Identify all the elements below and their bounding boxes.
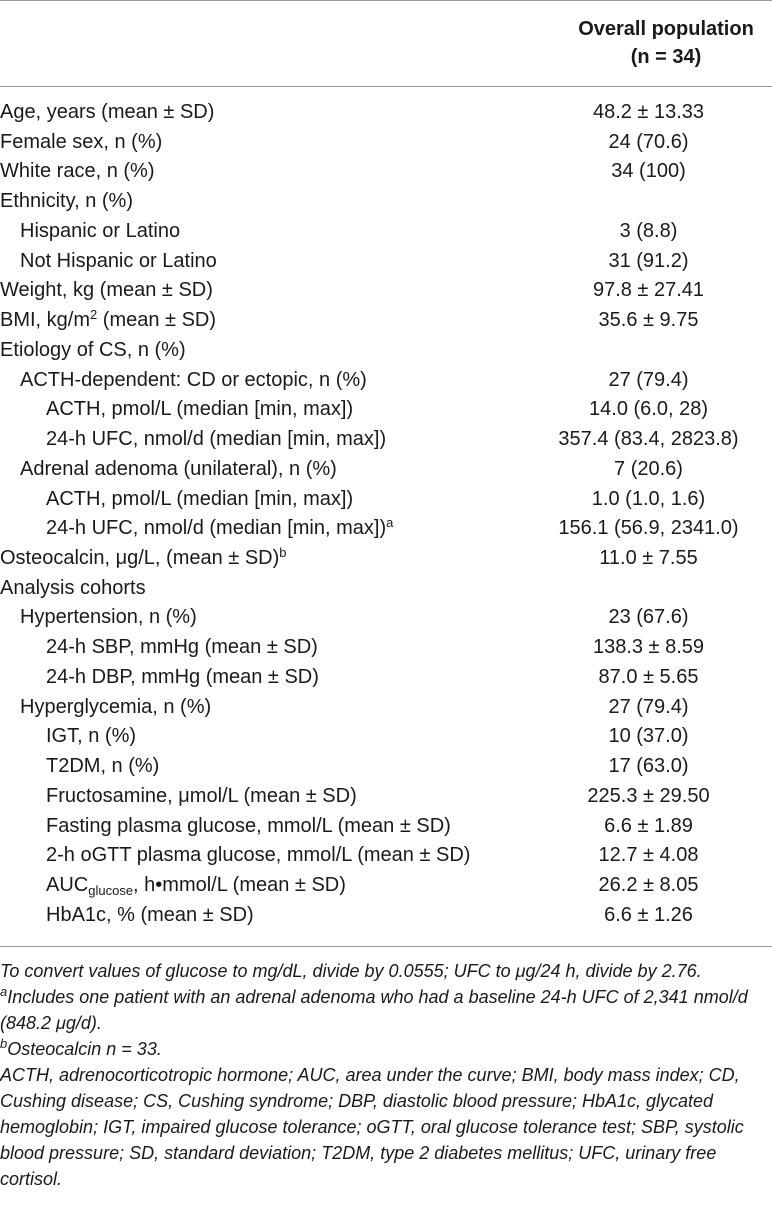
row-label-text: Osteocalcin, μg/L, (mean ± SD) <box>0 547 280 570</box>
footnote-a <box>0 984 772 1036</box>
row-label-text: 24-h UFC, nmol/d (median [min, max]) <box>46 517 387 540</box>
row-label: Weight, kg (mean ± SD) <box>0 279 213 302</box>
table-row <box>0 484 772 514</box>
table-row <box>0 721 772 751</box>
table-row <box>0 811 772 841</box>
row-value: 6.6 ± 1.26 <box>604 903 693 926</box>
table-row <box>0 156 772 186</box>
table-footnotes <box>0 958 772 1192</box>
table-row <box>0 632 772 662</box>
row-label <box>46 513 393 543</box>
table-row <box>0 394 772 424</box>
column-header-line1: Overall population <box>578 18 754 40</box>
row-value: 225.3 ± 29.50 <box>587 784 710 807</box>
row-value: 12.7 ± 4.08 <box>598 844 699 867</box>
table-row <box>0 602 772 632</box>
row-label <box>0 305 216 335</box>
table-bottom-rule <box>0 946 772 947</box>
row-value: 31 (91.2) <box>608 249 689 272</box>
row-label: ACTH, pmol/L (median [min, max]) <box>46 487 354 510</box>
table-row <box>0 513 772 543</box>
row-value: 1.0 (1.0, 1.6) <box>591 487 706 510</box>
row-label: ACTH, pmol/L (median [min, max]) <box>46 398 354 421</box>
header-rule <box>0 86 772 87</box>
row-value: 35.6 ± 9.75 <box>598 309 699 332</box>
table-row <box>0 365 772 395</box>
row-label-text: , h•mmol/L (mean ± SD) <box>133 874 346 897</box>
footnote-abbreviations: ACTH, adrenocorticotropic hormone; AUC, area under the curve; BMI, body mass index; CD, Cushing disease; CS, Cushing syndrome; DBP, diastolic blood pressure; HbA1c, glycated hemoglobin; IGT, impaired glucose tolerance; oGTT, oral glucose tolerance test; SBP, systolic blood pressure; SD, standard deviation; T2DM, type 2 diabetes mellitus; UFC, urinary free cortisol. <box>0 1065 744 1189</box>
row-value: 27 (79.4) <box>608 695 689 718</box>
row-value: 10 (37.0) <box>608 725 689 748</box>
footnote-conversion: To convert values of glucose to mg/dL, divide by 0.0555; UFC to μg/24 h, divide by 2.76. <box>0 961 702 981</box>
row-label: Fasting plasma glucose, mmol/L (mean ± SD) <box>46 814 451 837</box>
row-label-text: BMI, kg/m <box>0 309 91 332</box>
row-label: IGT, n (%) <box>46 725 137 748</box>
row-value: 27 (79.4) <box>608 368 689 391</box>
footnote-b <box>0 1036 772 1062</box>
row-value: 48.2 ± 13.33 <box>592 101 705 123</box>
footnote-text: Includes one patient with an adrenal adenoma who had a baseline 24-h UFC of 2,341 nmol/d (848.2 μg/d). <box>0 987 748 1033</box>
column-header-line2: (n = 34) <box>630 46 702 68</box>
row-value: 14.0 (6.0, 28) <box>589 398 708 421</box>
row-value: 87.0 ± 5.65 <box>598 665 699 688</box>
row-value: 17 (63.0) <box>608 755 689 778</box>
table-row <box>0 573 772 603</box>
row-value: 156.1 (56.9, 2341.0) <box>558 517 739 540</box>
row-value: 357.4 (83.4, 2823.8) <box>558 428 739 451</box>
row-label: 2-h oGTT plasma glucose, mmol/L (mean ± SD) <box>46 844 471 867</box>
row-label: Etiology of CS, n (%) <box>0 338 186 361</box>
table-row <box>0 335 772 365</box>
table-row <box>0 870 772 900</box>
table-row <box>0 186 772 216</box>
row-label: White race, n (%) <box>0 160 155 183</box>
row-label: Female sex, n (%) <box>0 130 163 153</box>
row-value: 138.3 ± 8.59 <box>592 636 705 659</box>
row-label: ACTH-dependent: CD or ectopic, n (%) <box>20 368 367 391</box>
table-row <box>0 840 772 870</box>
footnote-text: Osteocalcin n = 33. <box>7 1039 162 1059</box>
table-row <box>0 127 772 157</box>
table-row <box>0 305 772 335</box>
row-label <box>46 870 346 900</box>
table-row <box>0 662 772 692</box>
row-value: 3 (8.8) <box>619 219 678 242</box>
row-label: Hypertension, n (%) <box>20 606 197 629</box>
row-label: Age, years (mean ± SD) <box>0 101 215 123</box>
table-row <box>0 454 772 484</box>
table-row <box>0 781 772 811</box>
footnote-mark: b <box>0 1036 8 1051</box>
row-label: 24-h UFC, nmol/d (median [min, max]) <box>46 428 387 451</box>
row-value: 7 (20.6) <box>614 457 683 480</box>
footnote-mark: a <box>0 984 8 999</box>
table-row <box>0 424 772 454</box>
row-label: Hyperglycemia, n (%) <box>20 695 212 718</box>
subscript: glucose <box>88 883 134 899</box>
row-label: Not Hispanic or Latino <box>20 249 217 272</box>
table-row <box>0 751 772 781</box>
row-value: 26.2 ± 8.05 <box>598 874 699 897</box>
row-label: Hispanic or Latino <box>20 219 181 242</box>
footnote-mark: a <box>386 515 394 531</box>
row-label: T2DM, n (%) <box>46 755 160 778</box>
table-top-rule <box>0 0 772 1</box>
table-row <box>0 692 772 722</box>
row-label: Analysis cohorts <box>0 576 146 599</box>
row-value: 6.6 ± 1.89 <box>604 814 693 837</box>
row-label: 24-h SBP, mmHg (mean ± SD) <box>46 636 318 659</box>
row-value: 24 (70.6) <box>608 130 689 153</box>
footnote-mark: b <box>279 545 287 561</box>
table-row <box>0 97 772 127</box>
table-body <box>0 97 772 930</box>
table-row <box>0 900 772 930</box>
row-label: HbA1c, % (mean ± SD) <box>46 903 254 926</box>
row-label: Ethnicity, n (%) <box>0 190 133 213</box>
row-value: 34 (100) <box>611 160 686 183</box>
superscript: 2 <box>90 307 98 323</box>
row-value: 23 (67.6) <box>608 606 689 629</box>
row-label: Fructosamine, μmol/L (mean ± SD) <box>46 784 357 807</box>
table-row <box>0 216 772 246</box>
table-row <box>0 246 772 276</box>
row-label: Adrenal adenoma (unilateral), n (%) <box>20 457 337 480</box>
row-label <box>0 543 287 573</box>
table-row <box>0 275 772 305</box>
table-row <box>0 543 772 573</box>
row-label: 24-h DBP, mmHg (mean ± SD) <box>46 665 319 688</box>
row-value: 11.0 ± 7.55 <box>599 547 698 570</box>
row-value: 97.8 ± 27.41 <box>592 279 705 302</box>
row-label-text: (mean ± SD) <box>97 309 217 332</box>
row-label-text: AUC <box>46 874 89 897</box>
column-header <box>560 15 772 71</box>
